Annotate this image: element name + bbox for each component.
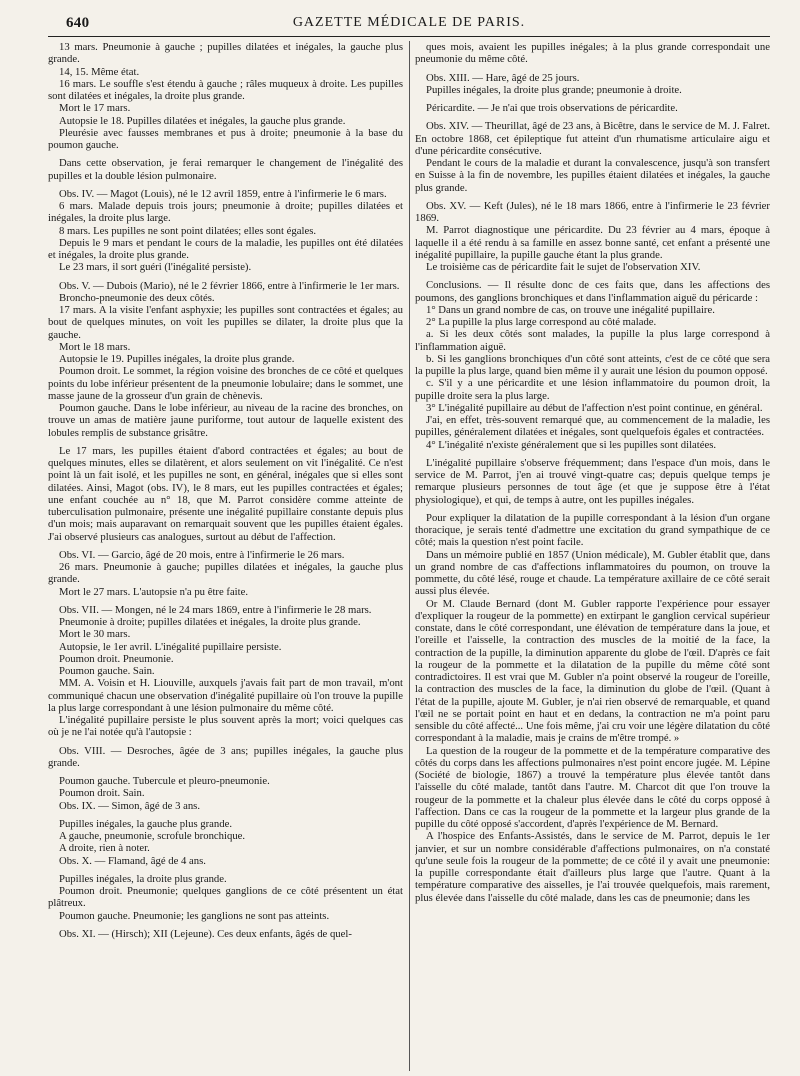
paragraph: 26 mars. Pneumonie à gauche; pupilles dilatées et inégales, la gauche plus grande. — [48, 561, 403, 586]
paragraph: Obs. XIV. — Theurillat, âgé de 23 ans, à Bicêtre, dans le service de M. J. Falret. En octobre 1868, cet épileptique fut atteint d'un rhumatisme articulaire aigu et d'une péricardite consécutive. — [415, 120, 770, 157]
paragraph: 1° Dans un grand nombre de cas, on trouve une inégalité pupillaire. — [426, 303, 715, 316]
paragraph: Autopsie, le 1er avril. L'inégalité pupillaire persiste. — [59, 640, 282, 653]
left-column — [48, 41, 403, 1071]
paragraph: Obs. X. — Flamand, âgé de 4 ans. — [59, 854, 206, 867]
paragraph: 6 mars. Malade depuis trois jours; pneumonie à droite; pupilles dilatées et inégales, la droite plus large. — [48, 200, 403, 225]
paragraph: A l'hospice des Enfants-Assistés, dans le service de M. Parrot, depuis le 1er janvier, et sur un nombre considérable d'affections pulmonaires, on n'a constaté qu'une seule fois la rougeur de la pommette; de ce côté il y avait une pneumonie: la pupille correspondante était d'ailleurs plus large que l'autre. Quant à la température comparative des aisselles, je l'ai trouvée quelquefois, mais rarement, plus élevée dans l'aisselle du côté malade, dans les cas de pneumonie; dans les — [415, 830, 770, 904]
paragraph: Autopsie le 18. Pupilles dilatées et inégales, la gauche plus grande. — [59, 114, 346, 127]
paragraph: Obs. IX. — Simon, âgé de 3 ans. — [59, 799, 200, 812]
paragraph: 3° L'inégalité pupillaire au début de l'affection n'est point continue, en général. — [426, 401, 763, 414]
paragraph: Poumon droit. Le sommet, la région voisine des bronches de ce côté et quelques points du lobe inférieur présentent de la pneumonie lobulaire; dans le sommet, une masse jaune de la grosseur d'un grain de chènevis. — [48, 365, 403, 402]
page-header — [48, 12, 770, 37]
paragraph: Depuis le 9 mars et pendant le cours de la maladie, les pupilles ont été dilatées et inégales, la droite plus grande. — [48, 236, 403, 261]
paragraph: Obs. VII. — Mongen, né le 24 mars 1869, entre à l'infirmerie le 28 mars. — [59, 603, 372, 616]
paragraph: Obs. XV. — Keft (Jules), né le 18 mars 1866, entre à l'infirmerie le 23 février 1869. — [415, 199, 770, 224]
paragraph: L'inégalité pupillaire persiste le plus souvent après la mort; voici quelques cas où je ne l'ai notée qu'à l'autopsie : — [48, 714, 403, 739]
paragraph: Dans un mémoire publié en 1857 (Union médicale), M. Gubler établit que, dans un grand nombre de cas d'affections inflammatoires du poumon, on trouve la pommette, du côté lésé, rouge et chaude. La température axillaire de ce côté serait aussi plus élevée. — [415, 548, 770, 598]
paragraph: Obs. VIII. — Desroches, âgée de 3 ans; pupilles inégales, la gauche plus grande. — [48, 744, 403, 769]
paragraph: Le 17 mars, les pupilles étaient d'abord contractées et égales; au bout de quelques minutes, elles se dilatèrent, et alors seulement on vit l'inégalité. Ce n'est point là un fait isolé, et les pupilles ne sont, en général, inégales que si elles sont dilatées. Ainsi, Magot (obs. IV), le 8 mars, eut les pupilles contractées et égales; une enfant couchée au n° 18, que M. Parrot considère comme atteinte de tuberculisation pulmonaire, présente une inégalité pupillaire constante depuis plus d'un mois; mais auparavant on remarquait souvent que les pupilles étaient égales. J'ai observé plusieurs cas analogues, surtout au début de l'affection. — [48, 444, 403, 543]
paragraph: Poumon gauche. Sain. — [59, 665, 155, 677]
paragraph: 17 mars. A la visite l'enfant asphyxie; les pupilles sont contractées et égales; au bout de quelques minutes, on voit les pupilles se dilater, la droite plus que la gauche. — [48, 304, 403, 341]
paragraph: Mort le 27 mars. L'autopsie n'a pu être faite. — [59, 585, 249, 598]
page-number: 640 — [66, 15, 90, 31]
paragraph: A droite, rien à noter. — [59, 842, 150, 855]
paragraph: Pupilles inégales, la droite plus grande; pneumonie à droite. — [426, 83, 682, 96]
paragraph: 8 mars. Les pupilles ne sont point dilatées; elles sont égales. — [59, 224, 317, 237]
paragraph: Poumon gauche. Pneumonie; les ganglions ne sont pas atteints. — [59, 909, 330, 922]
paragraph: Le 23 mars, il sort guéri (l'inégalité persiste). — [59, 261, 252, 274]
column-divider — [409, 41, 410, 1071]
paragraph: Obs. VI. — Garcio, âgé de 20 mois, entre à l'infirmerie le 26 mars. — [59, 548, 345, 561]
paragraph: 16 mars. Le souffle s'est étendu à gauche ; râles muqueux à droite. Les pupilles sont dilatées et inégales, la droite plus grande. — [48, 77, 403, 102]
paragraph: Dans cette observation, je ferai remarquer le changement de l'inégalité des pupilles et la double lésion pulmonaire. — [48, 157, 403, 182]
paragraph: 4° L'inégalité n'existe généralement que si les pupilles sont dilatées. — [426, 438, 717, 451]
paragraph: Obs. V. — Dubois (Mario), né le 2 février 1866, entre à l'infirmerie le 1er mars. — [59, 279, 400, 292]
paragraph: Pour expliquer la dilatation de la pupille correspondant à la lésion d'un organe thoracique, je serais tenté d'admettre une excitation du grand sympathique de ce côté; mais la question n'est point facile. — [415, 511, 770, 549]
paragraph: Pupilles inégales, la droite plus grande. — [59, 872, 227, 885]
paragraph: Conclusions. — Il résulte donc de ces faits que, dans les affections des poumons, des ganglions bronchiques et dans l'inflammation aiguë du péricarde : — [415, 279, 770, 304]
paragraph: 13 mars. Pneumonie à gauche ; pupilles dilatées et inégales, la gauche plus grande. — [48, 41, 403, 66]
paragraph: Pendant le cours de la maladie et durant la convalescence, jusqu'à son transfert en Suisse à la fin de novembre, les pupilles étaient dilatées et inégales, la gauche plus grande. — [415, 157, 770, 194]
paragraph: Poumon gauche. Dans le lobe inférieur, au niveau de la racine des bronches, on trouve un amas de matière jaune puriforme, tout autour de laquelle existent des lobules remplis de substance grisâtre. — [48, 402, 403, 439]
paragraph: A gauche, pneumonie, scrofule bronchique. — [59, 830, 246, 842]
paragraph: Obs. XI. — (Hirsch); XII (Lejeune). Ces deux enfants, âgés de quel- — [59, 927, 352, 940]
paragraph: Broncho-pneumonie des deux côtés. — [59, 291, 215, 304]
journal-title: GAZETTE MÉDICALE DE PARIS. — [292, 15, 526, 30]
paragraph: ques mois, avaient les pupilles inégales; à la plus grande correspondait une pneumonie du même côté. — [415, 41, 770, 66]
paragraph: Pneumonie à droite; pupilles dilatées et inégales, la droite plus grande. — [59, 616, 361, 628]
paragraph: M. Parrot diagnostique une péricardite. Du 23 février au 4 mars, époque à laquelle il a été rendu à sa famille en assez bonne santé, cet enfant a présenté une inégalité pupillaire, la pupille gauche étant la plus grande. — [415, 224, 770, 261]
paragraph: Mort le 18 mars. — [59, 340, 131, 353]
paragraph: Pleurésie avec fausses membranes et pus à droite; pneumonie à la base du poumon gauche. — [48, 126, 403, 151]
paragraph: J'ai, en effet, très-souvent remarqué que, au commencement de la maladie, les pupilles, généralement dilatées et inégales, sont quelquefois égales et contractées. — [415, 414, 770, 439]
paragraph: 2° La pupille la plus large correspond au côté malade. — [426, 316, 657, 328]
paragraph: Obs. IV. — Magot (Louis), né le 12 avril 1859, entre à l'infirmerie le 6 mars. — [59, 187, 387, 200]
paragraph: Poumon gauche. Tubercule et pleuro-pneumonie. — [59, 775, 270, 787]
paragraph: a. Si les deux côtés sont malades, la pupille la plus large correspond à l'inflammation aiguë. — [415, 328, 770, 353]
right-column — [415, 41, 770, 1071]
paragraph: Mort le 17 mars. — [59, 102, 131, 115]
paragraph: c. S'il y a une péricardite et une lésion inflammatoire du poumon droit, la pupille droite sera la plus large. — [415, 377, 770, 402]
paragraph: Poumon droit. Sain. — [59, 787, 145, 800]
paragraph: La question de la rougeur de la pommette et de la température comparative des côtés du corps dans les affections pulmonaires n'est point encore jugée. M. Lépine (Société de biologie, 1867) a trouvé la température plus élevée tantôt dans l'aisselle du côté malade, tantôt dans l'autre. M. Charcot dit que l'on trouve la rougeur de la pommette et la chaleur plus élevée dans le côté du corps opposé à l'affection. Dans ce cas la rougeur de la pommette et la largeur plus grande de la pupille du côté opposé s'accordent, d'après l'expérience de M. Bernard. — [415, 744, 770, 830]
paragraph: Or M. Claude Bernard (dont M. Gubler rapporte l'expérience pour essayer d'expliquer la rougeur de la pommette) en extirpant le ganglion cervical supérieur constate, dans le côté correspondant, une élévation de température dans la joue, et l'oreille et l'aisselle, la contraction des muscles de la moitié de la face, la contraction de la pupille, la diminution apparente du globe de l'œil. D'après ce fait la rougeur de la pommette et la dilatation de la pupille du même côté sont contradictoires. Il est vrai que M. Gubler n'a point observé la rougeur de l'oreille, la contraction des muscles de la face, la diminution du globe de l'œil. (Quant à l'état de la pupille, ajoute M. Gubler, je n'ai rien observé de remarquable, et quand l'œil ne se portait point en haut et en dedans, la contraction ne m'a point paru sensible du côté affecté... Une fois même, j'ai cru voir une légère dilatation du côté correspondant à la maladie, mais je crains de m'être trompé. » — [415, 597, 770, 745]
paragraph: Autopsie le 19. Pupilles inégales, la droite plus grande. — [59, 353, 295, 365]
paragraph: Pupilles inégales, la gauche plus grande. — [59, 817, 233, 830]
paragraph: Le troisième cas de péricardite fait le sujet de l'observation XIV. — [426, 261, 701, 273]
paragraph: Poumon droit. Pneumonie; quelques ganglions de ce côté présentent un état plâtreux. — [48, 885, 403, 910]
paragraph: Poumon droit. Pneumonie. — [59, 652, 174, 665]
paragraph: L'inégalité pupillaire s'observe fréquemment; dans l'espace d'un mois, dans le service de M. Parrot, j'en ai trouvé vingt-quatre cas; depuis quelque temps je remarque plusieurs personnes de tout âge (et que je suppose être à l'état physiologique), et qui, de temps à autre, ont les pupilles inégales. — [415, 456, 770, 506]
paragraph: Obs. XIII. — Hare, âgé de 25 jours. — [426, 71, 580, 84]
paragraph: Péricardite. — Je n'ai que trois observations de péricardite. — [426, 102, 678, 114]
text-columns — [48, 41, 770, 1071]
paragraph: MM. A. Voisin et H. Liouville, auxquels j'avais fait part de mon travail, m'ont communiqué chacun une observation d'inégalité pupillaire où l'on trouve la pupille la plus large correspondant à une lésion pulmonaire du même côté. — [48, 677, 403, 714]
paragraph: b. Si les ganglions bronchiques d'un côté sont atteints, c'est de ce côté que sera la pupille la plus large, quand bien même il y aurait une lésion du poumon opposé. — [415, 352, 770, 377]
paragraph: 14, 15. Même état. — [59, 65, 140, 78]
paragraph: Mort le 30 mars. — [59, 628, 131, 641]
